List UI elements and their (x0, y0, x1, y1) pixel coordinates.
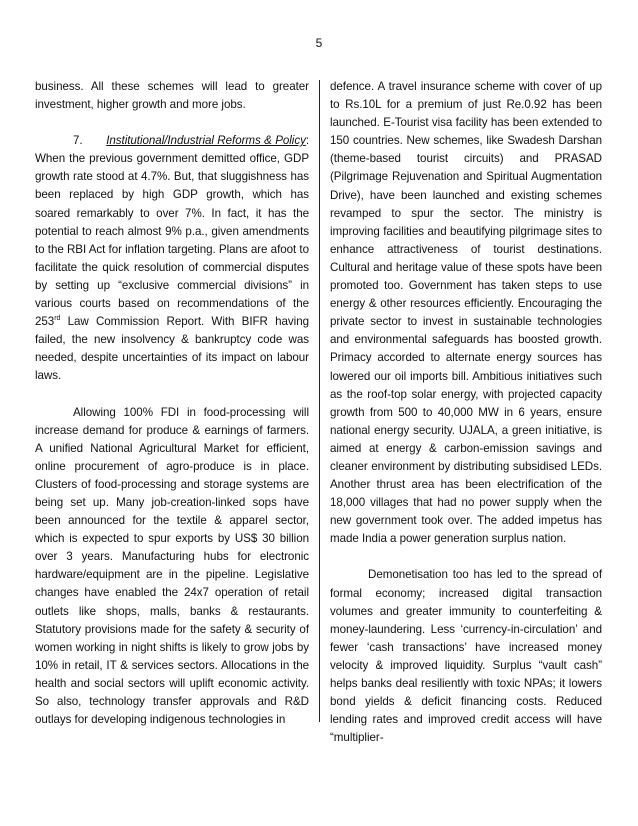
paragraph-text-continued: Law Commission Report. With BIFR having failed, the new insolvency & bankruptcy code was needed, despite uncertainties of its impact on labour laws. (35, 315, 309, 383)
paragraph-fdi: Allowing 100% FDI in food-processing will increase demand for produce & earnings of farmers. A unified National Agricultural Market for efficient, online procurement of agro-produce is in place. Clusters of food-processing and storage systems are being set up. Many job-creation-linked sops have been announced for the textile & apparel sector, which is expected to spur exports by US$ 30 billion over 3 years. Manufacturing hubs for electronic hardware/equipment are in the pipeline. Legislative changes have enabled the 24x7 operation of retail outlets like shops, malls, banks & restaurants. Statutory provisions made for the safety & security of women working in night shifts is likely to grow jobs by 10% in retail, IT & services sectors. Allocations in the health and social sectors will uplift economic activity. So also, technology transfer approvals and R&D outlays for developing indigenous technologies in (35, 405, 309, 727)
paragraph-business: business. All these schemes will lead to greater investment, higher growth and more jobs. (35, 80, 309, 112)
paragraph-text: : When the previous government demitted office, GDP growth rate stood at 4.7%. But, that sluggishness has been replaced by high GDP growth, which has soared remarkably to over 7%. In fact, it has the potential to reach almost 9% p.a., given amendments to the RBI Act for inflation targeting. Plans are afoot to facilitate the quick resolution of commercial disputes by setting up “exclusive commercial divisions” in various courts based on recommendations of the 253 (35, 134, 309, 329)
section-number: 7. (73, 134, 83, 148)
ordinal-superscript: rd (54, 315, 61, 323)
paragraph-demonetisation: Demonetisation too has led to the spread of formal economy; increased digital transaction volumes and greater immunity to counterfeiting & money-laundering. Less ‘currency-in-circulation’ and fewer ‘cash transactions’ have increased money velocity & improved liquidity. Surplus “vault cash” helps banks deal resiliently with toxic NPAs; it lowers bond yields & deficit financing costs. Reduced lending rates and improved credit access will have “multiplier- (330, 568, 602, 745)
paragraph-institutional-reforms (35, 132, 309, 385)
left-column (35, 78, 309, 729)
page-number: 5 (315, 36, 323, 50)
right-column (330, 78, 602, 747)
paragraph-defence-tourism-energy: defence. A travel insurance scheme with cover of up to Rs.10L for a premium of just Re.0.92 has been launched. E-Tourist visa facility has been extended to 150 countries. New schemes, like Swadesh Darshan (theme-based tourist circuits) and PRASAD (Pilgrimage Rejuvenation and Spiritual Augmentation Drive), have been launched and existing schemes revamped to spur the sector. The ministry is improving facilities and beautifying pilgrimage sites to enhance attractiveness of tourist destinations. Cultural and heritage value of these spots have been promoted too. Government has taken steps to use energy & other resources efficiently. Encouraging the private sector to invest in sustainable technologies and environmental safeguards has boosted growth. Primacy accorded to alternate energy sources has lowered our oil imports bill. Ambitious initiatives such as the roof-top solar energy, with projected capacity growth from 500 to 40,000 MW in 6 years, ensure national energy security. UJALA, a green initiative, is aimed at energy & carbon-emission savings and cleaner environment by distributing subsidised LEDs. Another thrust area has been electrification of the 18,000 villages that had no power supply when the new government took over. The added impetus has made India a power generation surplus nation. (330, 80, 602, 546)
section-heading: Institutional/Industrial Reforms & Policy (106, 134, 306, 148)
column-divider (319, 80, 320, 722)
